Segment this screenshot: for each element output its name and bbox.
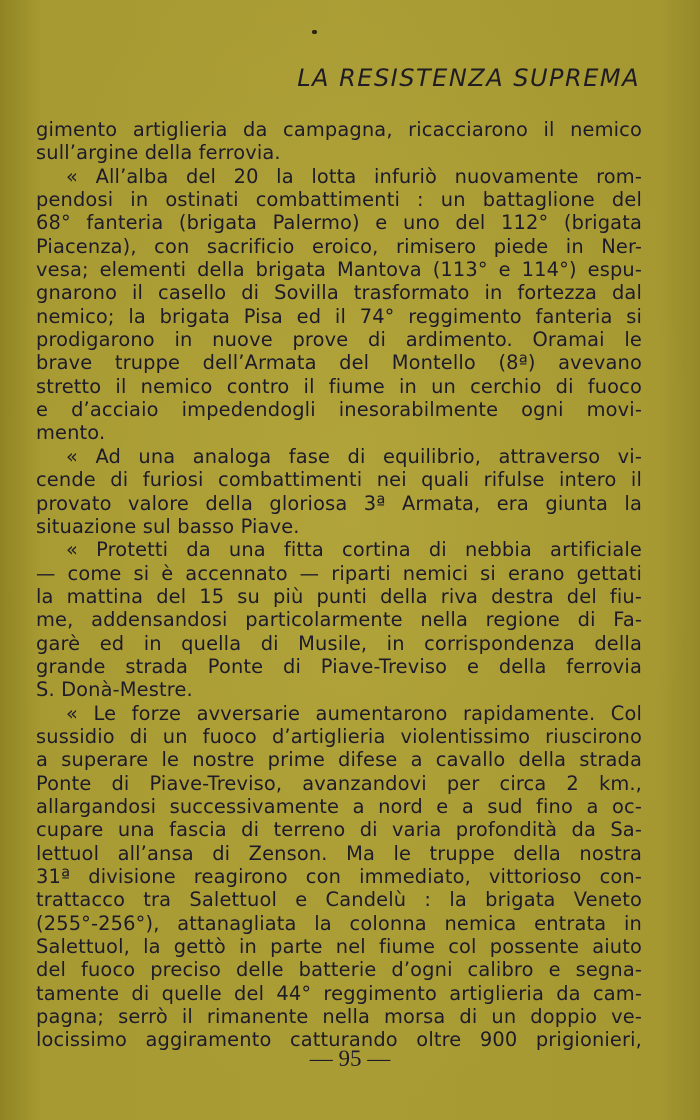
- text-line: « Le forze avversarie aumentarono rapidamente. Col: [66, 701, 642, 725]
- text-line: nemico; la brigata Pisa ed il 74° reggimento fanteria si: [36, 304, 642, 328]
- text-line: « Ad una analoga fase di equilibrio, attraverso vi-: [66, 444, 642, 468]
- text-line: (255°-256°), attanagliata la colonna nemica entrata in: [36, 911, 642, 935]
- text-line: sull’argine della ferrovia.: [36, 141, 281, 165]
- text-line: « Protetti da una fitta cortina di nebbia artificiale: [66, 538, 642, 562]
- text-line: Salettuol, la gettò in parte nel fiume col possente aiuto: [36, 935, 642, 959]
- text-line: pendosi in ostinati combattimenti : un battaglione del: [36, 188, 642, 212]
- text-line: brave truppe dell’Armata del Montello (8ª) avevano: [36, 351, 642, 375]
- text-line: mento.: [36, 421, 106, 445]
- text-line: 31ª divisione reagirono con immediato, vittorioso con-: [36, 865, 642, 888]
- text-line: stretto il nemico contro il fiume in un cerchio di fuoco: [36, 374, 642, 398]
- text-line: me, addensandosi particolarmente nella regione di Fa-: [36, 608, 642, 632]
- text-line: vesa; elementi della brigata Mantova (113° e 114°) espu-: [36, 258, 642, 282]
- print-speck: [312, 30, 317, 34]
- running-head: LA RESISTENZA SUPREMA: [297, 64, 640, 92]
- text-line: prodigarono in nuove prove di ardimento. Oramai le: [36, 328, 642, 352]
- text-line: cende di furiosi combattimenti nei quali rifulse intero il: [36, 468, 642, 492]
- text-line: gimento artiglieria da campagna, ricacciarono il nemico: [36, 118, 642, 141]
- text-line: 68° fanteria (brigata Palermo) e uno del 112° (brigata: [36, 211, 642, 235]
- text-line: situazione sul basso Piave.: [36, 514, 300, 538]
- text-line: gnarono il casello di Sovilla trasformato in fortezza dal: [36, 281, 642, 305]
- page-number: — 95 —: [309, 1046, 391, 1071]
- text-line: del fuoco preciso delle batterie d’ogni calibro e segna-: [36, 958, 642, 982]
- text-line: la mattina del 15 su più punti della riva destra del fiu-: [36, 584, 642, 608]
- text-line: Piacenza), con sacrificio eroico, rimisero piede in Ner-: [36, 234, 642, 258]
- text-line: e d’acciaio impedendogli inesorabilmente ogni movi-: [36, 398, 642, 422]
- text-line: « All’alba del 20 la lotta infuriò nuovamente rom-: [66, 164, 642, 188]
- text-line: grande strada Ponte di Piave-Treviso e della ferrovia: [36, 654, 642, 678]
- text-line: tamente di quelle del 44° reggimento artiglieria da cam-: [36, 981, 642, 1005]
- text-line: a superare le nostre prime difese a cavallo della strada: [36, 748, 642, 772]
- text-line: — come si è accennato — riparti nemici si erano gettati: [36, 561, 642, 585]
- text-line: provato valore della gloriosa 3ª Armata, era giunta la: [36, 491, 642, 515]
- text-line: cupare una fascia di terreno di varia profondità da Sa-: [36, 818, 642, 842]
- text-line: S. Donà-Mestre.: [36, 678, 193, 702]
- text-line: trattacco tra Salettuol e Candelù : la brigata Veneto: [36, 888, 642, 912]
- text-line: allargandosi successivamente a nord e a sud fino a oc-: [36, 794, 642, 818]
- body-text: [36, 118, 642, 1052]
- text-line: lettuol all’ansa di Zenson. Ma le truppe della nostra: [36, 841, 642, 865]
- text-line: sussidio di un fuoco d’artiglieria violentissimo riuscirono: [36, 724, 642, 748]
- text-line: Ponte di Piave-Treviso, avanzandovi per circa 2 km.,: [36, 771, 642, 795]
- text-line: garè ed in quella di Musile, in corrispondenza della: [36, 631, 642, 655]
- text-line: pagna; serrò il rimanente nella morsa di un doppio ve-: [36, 1005, 642, 1029]
- text-line: locissimo aggiramento catturando oltre 900 prigionieri,: [36, 1028, 642, 1052]
